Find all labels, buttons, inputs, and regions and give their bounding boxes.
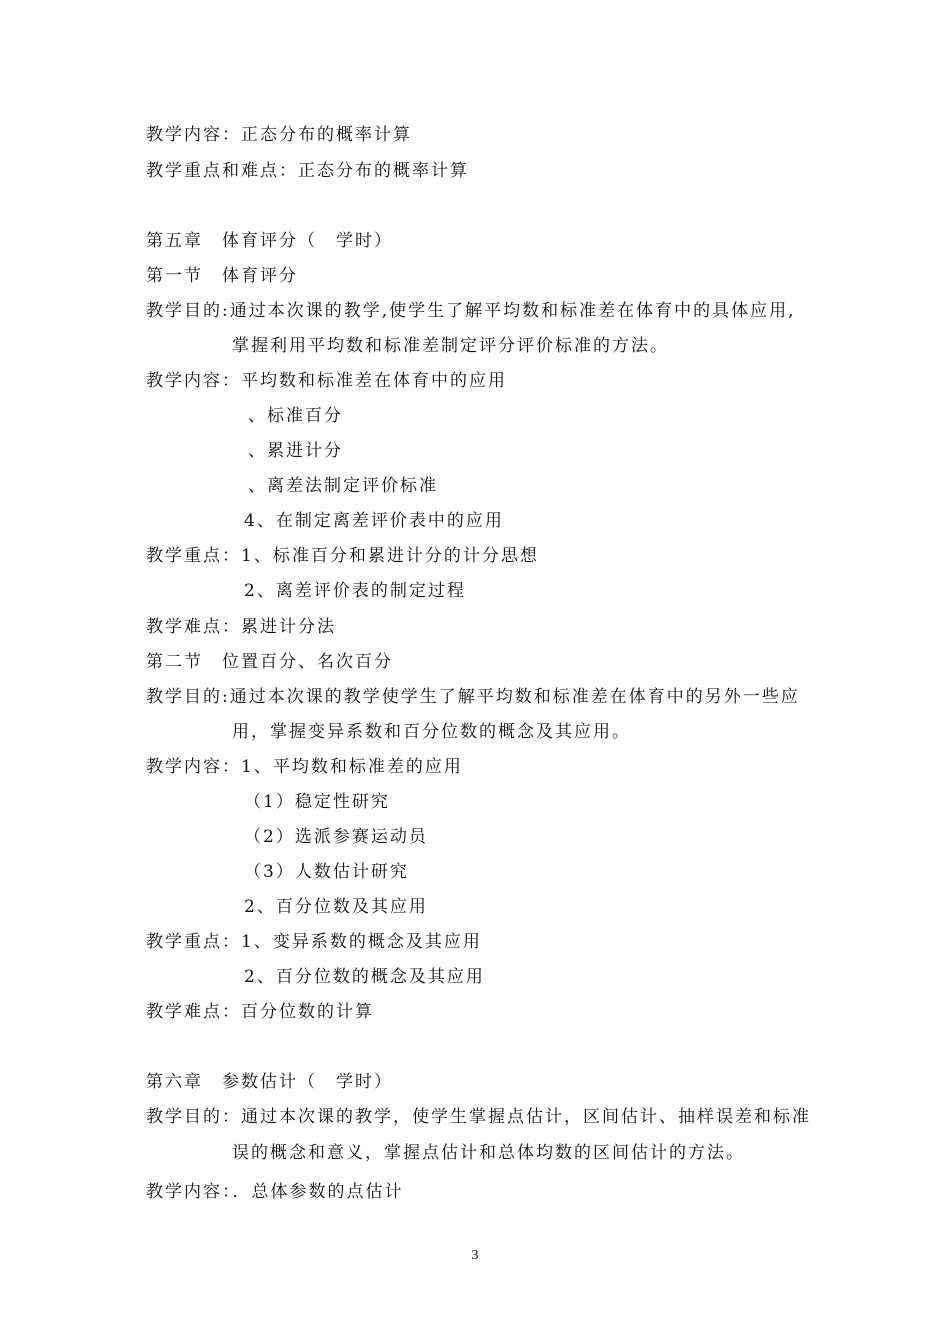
section-heading: 第一节 体育评分 (146, 266, 298, 286)
list-item: 、标准百分 (248, 406, 343, 426)
list-item: 4、在制定离差评价表中的应用 (244, 511, 504, 531)
list-item: （2）选派参赛运动员 (244, 827, 428, 847)
chapter-heading: 第五章 体育评分（ 学时） (146, 231, 393, 251)
section-heading: 第二节 位置百分、名次百分 (146, 652, 393, 672)
text-line: 教学重点：1、变异系数的概念及其应用 (146, 932, 482, 952)
text-line: 掌握利用平均数和标准差制定评分评价标准的方法。 (232, 336, 669, 356)
text-line: 教学重点和难点：正态分布的概率计算 (146, 161, 469, 181)
page-number: 3 (471, 1248, 479, 1263)
list-item: 、离差法制定评价标准 (248, 476, 438, 496)
list-item: 2、百分位数的概念及其应用 (244, 967, 485, 987)
chapter-heading: 第六章 参数估计（ 学时） (146, 1072, 393, 1092)
text-line: 误的概念和意义，掌握点估计和总体均数的区间估计的方法。 (232, 1143, 745, 1163)
text-line: 教学难点：累进计分法 (146, 617, 336, 637)
text-line: 教学内容：平均数和标准差在体育中的应用 (146, 371, 507, 391)
list-item: 、累进计分 (248, 441, 343, 461)
text-line: 用，掌握变异系数和百分位数的概念及其应用。 (232, 722, 631, 742)
text-line: 教学重点：1、标准百分和累进计分的计分思想 (146, 546, 539, 566)
text-line: 教学目的:通过本次课的教学,使学生了解平均数和标准差在体育中的具体应用, (146, 301, 796, 321)
list-item: （1）稳定性研究 (244, 792, 390, 812)
text-line: 教学内容：正态分布的概率计算 (146, 125, 412, 145)
list-item: （3）人数估计研究 (244, 862, 409, 882)
text-line: 教学目的：通过本次课的教学，使学生掌握点估计，区间估计、抽样误差和标准 (146, 1107, 811, 1127)
text-line: 教学内容：1、平均数和标准差的应用 (146, 757, 463, 777)
text-line: 教学目的:通过本次课的教学使学生了解平均数和标准差在体育中的另外一些应 (146, 687, 800, 707)
list-item: 2、离差评价表的制定过程 (244, 581, 466, 601)
list-item: 2、百分位数及其应用 (244, 897, 428, 917)
text-line: 教学难点：百分位数的计算 (146, 1002, 374, 1022)
text-line: 教学内容：．总体参数的点估计 (146, 1182, 404, 1202)
